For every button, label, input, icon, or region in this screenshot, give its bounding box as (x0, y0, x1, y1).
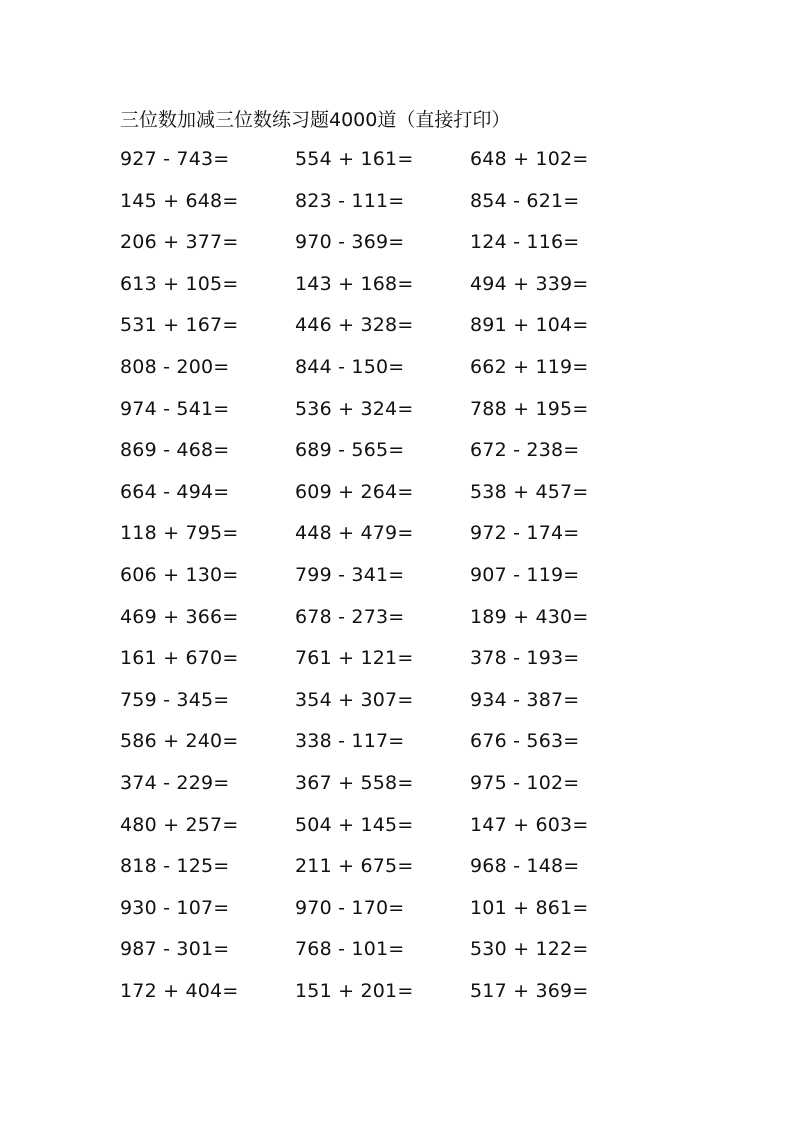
math-problem: 609 + 264= (295, 480, 414, 503)
problem-row (120, 227, 640, 269)
math-problem: 869 - 468= (120, 439, 230, 462)
math-problem: 930 - 107= (120, 896, 230, 919)
math-problem: 480 + 257= (120, 813, 239, 836)
math-problem: 970 - 369= (295, 231, 405, 254)
math-problem: 823 - 111= (295, 189, 405, 212)
problem-row (120, 394, 640, 436)
problem-grid (120, 144, 640, 1017)
problem-row (120, 726, 640, 768)
problem-row (120, 560, 640, 602)
problem-row (120, 435, 640, 477)
math-problem: 367 + 558= (295, 771, 414, 794)
math-problem: 469 + 366= (120, 605, 239, 628)
math-problem: 554 + 161= (295, 148, 414, 170)
math-problem: 147 + 603= (470, 813, 589, 836)
math-problem: 538 + 457= (470, 480, 589, 503)
math-problem: 354 + 307= (295, 688, 414, 711)
math-problem: 648 + 102= (470, 148, 589, 170)
math-problem: 974 - 541= (120, 397, 230, 420)
math-problem: 586 + 240= (120, 730, 239, 753)
math-problem: 172 + 404= (120, 979, 239, 1002)
math-problem: 606 + 130= (120, 563, 239, 586)
math-problem: 211 + 675= (295, 855, 414, 878)
problem-row (120, 518, 640, 560)
problem-row (120, 352, 640, 394)
math-problem: 761 + 121= (295, 647, 414, 670)
math-problem: 613 + 105= (120, 272, 239, 295)
math-problem: 799 - 341= (295, 563, 405, 586)
math-problem: 672 - 238= (470, 439, 580, 462)
math-problem: 927 - 743= (120, 148, 230, 170)
math-problem: 662 + 119= (470, 355, 589, 378)
problem-row (120, 810, 640, 852)
math-problem: 678 - 273= (295, 605, 405, 628)
problem-row (120, 685, 640, 727)
math-problem: 975 - 102= (470, 771, 580, 794)
math-problem: 448 + 479= (295, 522, 414, 545)
problem-row (120, 602, 640, 644)
math-problem: 759 - 345= (120, 688, 230, 711)
math-problem: 189 + 430= (470, 605, 589, 628)
problem-row (120, 269, 640, 311)
math-problem: 970 - 170= (295, 896, 405, 919)
math-problem: 676 - 563= (470, 730, 580, 753)
math-problem: 338 - 117= (295, 730, 405, 753)
math-problem: 145 + 648= (120, 189, 239, 212)
math-problem: 664 - 494= (120, 480, 230, 503)
math-problem: 374 - 229= (120, 771, 230, 794)
problem-row (120, 976, 640, 1018)
math-problem: 531 + 167= (120, 314, 239, 337)
math-problem: 854 - 621= (470, 189, 580, 212)
math-problem: 788 + 195= (470, 397, 589, 420)
math-problem: 818 - 125= (120, 855, 230, 878)
problem-row (120, 144, 640, 186)
problem-row (120, 934, 640, 976)
math-problem: 987 - 301= (120, 938, 230, 961)
math-problem: 972 - 174= (470, 522, 580, 545)
math-problem: 118 + 795= (120, 522, 239, 545)
math-problem: 151 + 201= (295, 979, 414, 1002)
math-problem: 891 + 104= (470, 314, 589, 337)
problem-row (120, 643, 640, 685)
problem-row (120, 851, 640, 893)
problem-row (120, 768, 640, 810)
math-problem: 808 - 200= (120, 355, 230, 378)
problem-row (120, 186, 640, 228)
problem-row (120, 477, 640, 519)
math-problem: 934 - 387= (470, 688, 580, 711)
math-problem: 536 + 324= (295, 397, 414, 420)
math-problem: 768 - 101= (295, 938, 405, 961)
math-problem: 689 - 565= (295, 439, 405, 462)
math-problem: 844 - 150= (295, 355, 405, 378)
problem-row (120, 893, 640, 935)
math-problem: 907 - 119= (470, 563, 580, 586)
problem-row (120, 310, 640, 352)
math-problem: 378 - 193= (470, 647, 580, 670)
math-problem: 517 + 369= (470, 979, 589, 1002)
math-problem: 530 + 122= (470, 938, 589, 961)
page-title: 三位数加减三位数练习题4000道（直接打印） (120, 109, 511, 131)
math-problem: 968 - 148= (470, 855, 580, 878)
math-problem: 101 + 861= (470, 896, 589, 919)
math-problem: 124 - 116= (470, 231, 580, 254)
math-problem: 494 + 339= (470, 272, 589, 295)
math-problem: 206 + 377= (120, 231, 239, 254)
math-problem: 446 + 328= (295, 314, 414, 337)
math-problem: 143 + 168= (295, 272, 414, 295)
math-problem: 161 + 670= (120, 647, 239, 670)
math-problem: 504 + 145= (295, 813, 414, 836)
